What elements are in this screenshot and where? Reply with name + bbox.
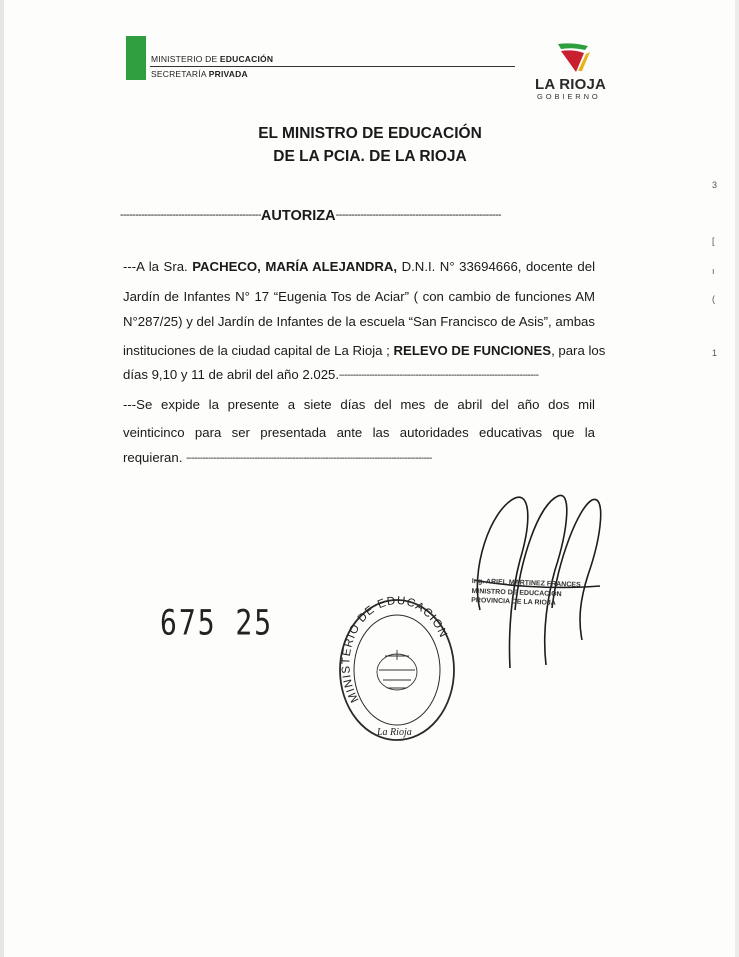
seal-bottom-text: La Rioja — [377, 727, 412, 738]
body-line-1: ---A la Sra. PACHECO, MARÍA ALEJANDRA, D.N.I. N° 33694666, docente del — [123, 259, 595, 274]
page-edge-right — [735, 0, 739, 957]
ministry-seal — [335, 590, 460, 745]
body-line-7: veinticinco para ser presentada ante las autoridades educativas que la — [123, 425, 595, 440]
logo-title: LA RIOJA — [535, 76, 607, 93]
ministry-name: MINISTERIO DE EDUCACIÓN — [151, 54, 274, 64]
document-title-line1: EL MINISTRO DE EDUCACIÓN — [258, 125, 482, 142]
body-line-6: ---Se expide la presente a siete días del mes de abril del año dos mil — [123, 397, 595, 412]
logo-subtitle: GOBIERNO — [537, 92, 601, 101]
edge-mark: 3 — [712, 180, 718, 190]
body-line-4: instituciones de la ciudad capital de La Rioja ; RELEVO DE FUNCIONES, para los — [123, 343, 606, 358]
autoriza-heading: ----------------------------------------------AUTORIZA------------------------------------------------------ — [120, 208, 501, 224]
ministry-green-bar — [126, 36, 146, 80]
edge-mark: ( — [712, 294, 715, 304]
body-line-2: Jardín de Infantes N° 17 “Eugenia Tos de Aciar” ( con cambio de funciones AM — [123, 289, 595, 304]
body-line-8: requieran. ------------------------------------------------------------------------------------------ — [123, 450, 432, 465]
edge-mark: ı — [712, 266, 715, 276]
stamped-number: 675 25 — [160, 602, 274, 644]
la-rioja-logo-icon — [552, 40, 594, 76]
body-line-5: días 9,10 y 11 de abril del año 2.025.------------------------------------------------------------------------- — [123, 367, 539, 382]
edge-mark: [ — [712, 236, 715, 246]
body-line-3: N°287/25) y del Jardín de Infantes de la escuela “San Francisco de Asis”, ambas — [123, 314, 595, 329]
header-rule — [150, 66, 515, 67]
signer-block: Ing. ARIEL MARTINEZ FRANCES MINISTRO DE EDUCACION PROVINCIA DE LA RIOJA — [471, 577, 581, 607]
edge-mark: 1 — [712, 348, 718, 358]
svg-text:MINISTERIO DE EDUCACION: MINISTERIO DE EDUCACION — [340, 594, 450, 705]
document-page — [4, 0, 735, 957]
office-name: SECRETARÍA PRIVADA — [151, 69, 248, 79]
document-title-line2: DE LA PCIA. DE LA RIOJA — [273, 148, 467, 165]
